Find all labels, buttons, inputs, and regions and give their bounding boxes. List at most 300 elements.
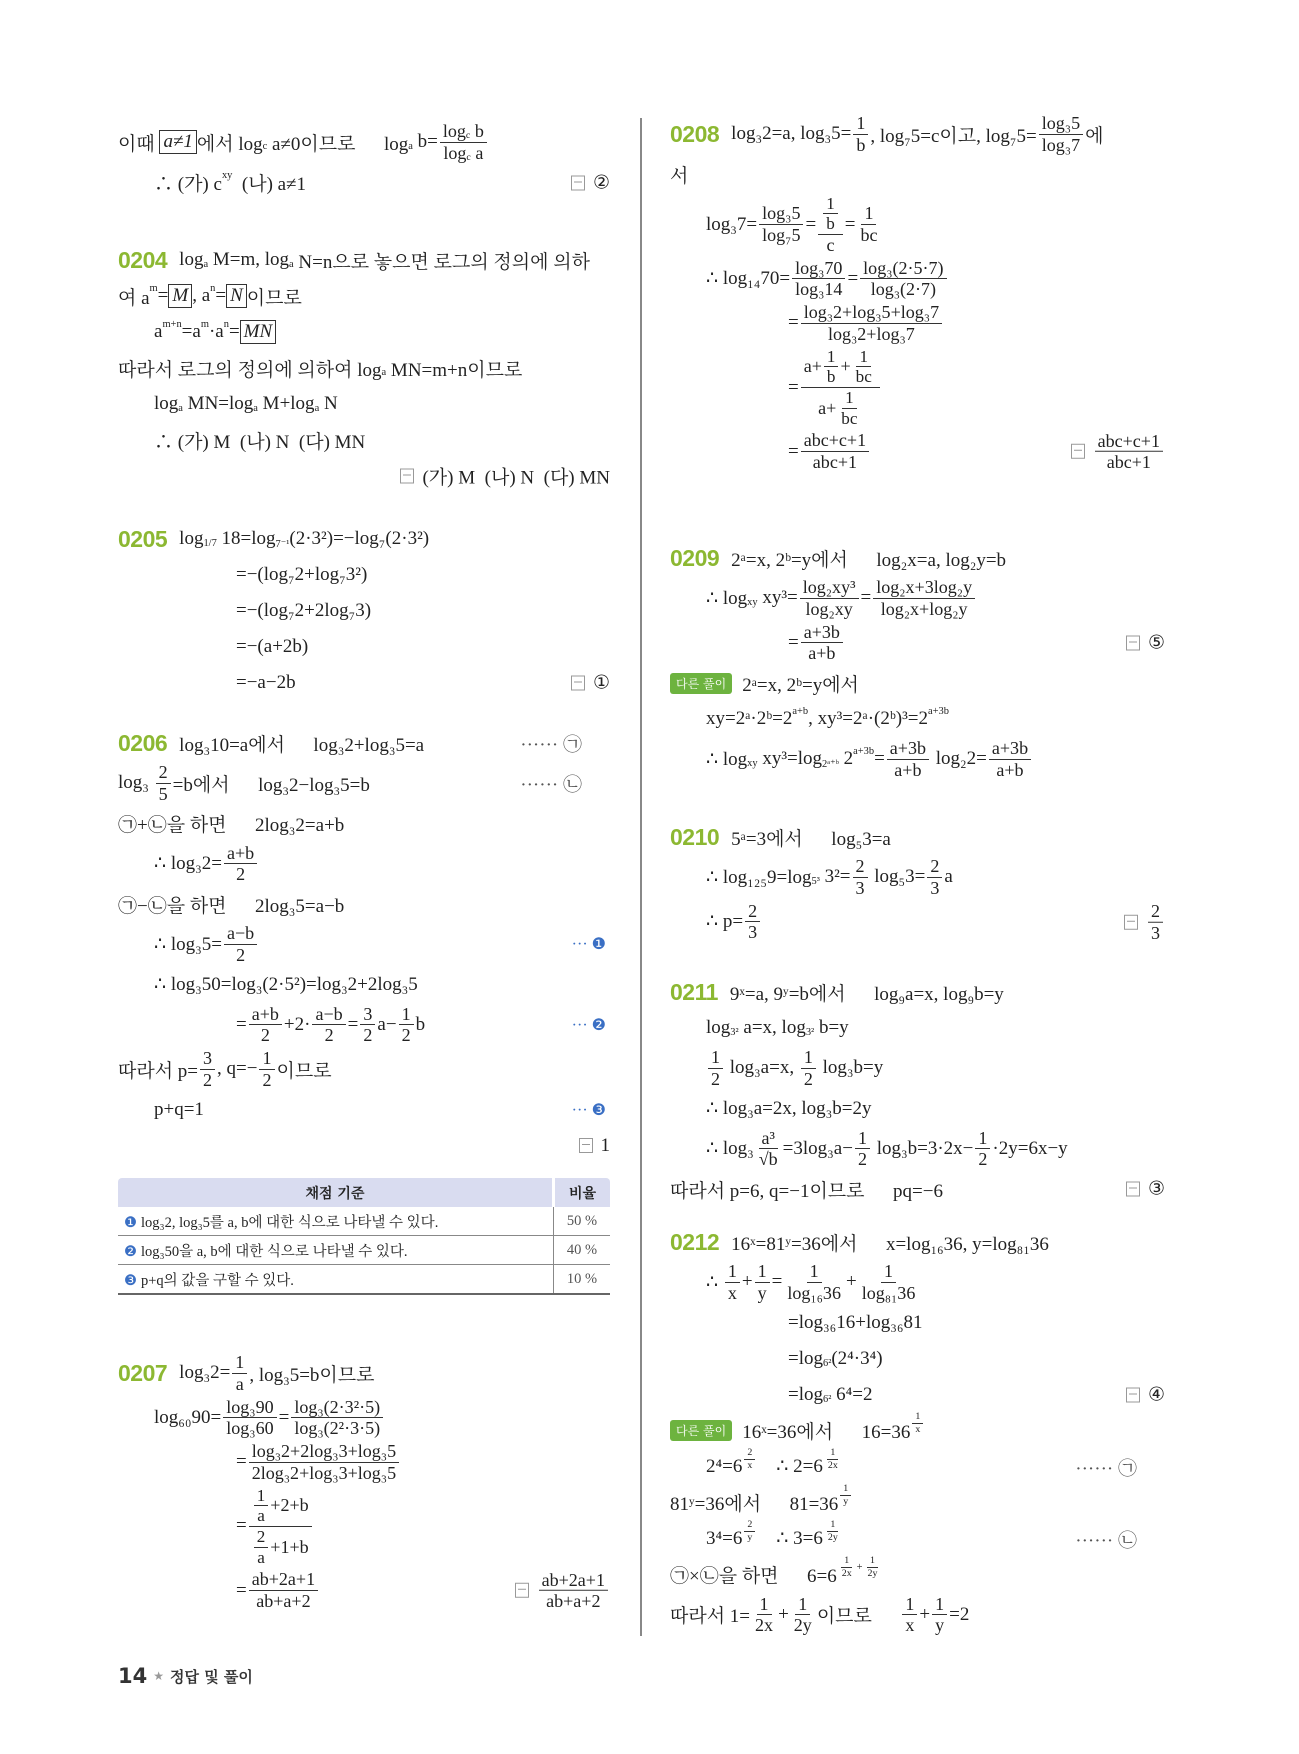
math-text: x (747, 1459, 753, 1471)
denominator (233, 945, 248, 966)
math-text: 에 (1085, 125, 1104, 147)
scoring-step-marker: ··· ❸ (571, 1101, 606, 1119)
math-text: 이므로 (246, 287, 302, 309)
superscript (823, 1447, 843, 1471)
equation-label: ······ ㉡ (1075, 1530, 1137, 1551)
math-text: 1 (845, 388, 854, 408)
fraction (254, 1486, 269, 1526)
math-text: 따라서 1= (670, 1606, 751, 1628)
line-annotation (579, 1135, 611, 1157)
math-text: n (223, 319, 229, 331)
answer-icon (1126, 635, 1140, 650)
solution-line (670, 1521, 1165, 1557)
fraction (927, 856, 942, 899)
math-text: 3⁴=6 (706, 1527, 743, 1549)
final-answer (1148, 631, 1165, 654)
math-text: log₃90 (226, 1396, 274, 1417)
math-text: 81ʸ=36에서 81=36 (670, 1494, 839, 1515)
boxed-answer: a≠1 (159, 130, 196, 154)
denominator (853, 367, 875, 387)
solution-line (670, 346, 1165, 430)
numerator (881, 1261, 896, 1283)
denominator (865, 1568, 881, 1579)
math-text: 1 (727, 1261, 737, 1281)
math-text: 1 (857, 1127, 867, 1148)
denominator (322, 1025, 337, 1046)
math-text: =−a−2b (236, 672, 296, 693)
math-text: ·a (208, 321, 224, 342)
answer-icon (579, 1138, 593, 1153)
math-text: N=n으로 놓으면 로그의 정의에 의하 (293, 251, 590, 273)
numerator (860, 258, 946, 280)
math-text: 2 (748, 900, 758, 921)
fraction (801, 302, 942, 345)
math-text: ∴ (가) M (나) N (다) MN (154, 431, 366, 453)
numerator (399, 1004, 414, 1026)
problem-number: 0209 (670, 544, 720, 571)
math-text: 2 (363, 1025, 373, 1046)
grading-header-ratio: 비율 (554, 1178, 611, 1207)
solution-line (670, 1224, 1165, 1260)
math-text: =−(log₇2+log₇3²) (236, 564, 368, 585)
math-text: log₃14 (795, 279, 843, 300)
problem-0209 (670, 540, 1165, 782)
math-text: y (757, 1282, 767, 1303)
solution-line (670, 112, 1165, 157)
numerator (861, 203, 876, 225)
math-text: 5 (158, 783, 168, 804)
criteria-text: log₃2, log₃5를 a, b에 대한 식으로 나타낼 수 있다. (141, 1214, 439, 1231)
math-text: 2 (236, 864, 246, 885)
math-text: b (856, 134, 866, 155)
math-text: log₆₀90= (154, 1406, 222, 1428)
math-text: ∴ log₃2= (154, 853, 222, 875)
math-text: b= (412, 131, 438, 153)
denominator (756, 1149, 781, 1170)
math-text: abc+c+1 (803, 430, 867, 451)
fraction (254, 1527, 269, 1567)
math-text: log (154, 393, 179, 414)
step-marker: ❶ (124, 1214, 137, 1231)
solution-line (118, 314, 610, 350)
fraction (873, 577, 975, 620)
math-text: p+q=1 (154, 1098, 204, 1120)
subscript (806, 1027, 814, 1038)
numerator (800, 577, 859, 599)
math-text: MN=m+n이므로 (386, 359, 523, 381)
denominator (805, 643, 838, 664)
subscript (203, 259, 208, 270)
math-text: b (470, 121, 484, 141)
math-text: 1 (843, 1483, 849, 1495)
denominator (249, 1463, 399, 1484)
step-marker: ❸ (124, 1272, 137, 1289)
math-text: =a (181, 321, 201, 342)
alternative-solution-badge: 다른 풀이 (670, 673, 732, 694)
math-text: y (935, 1615, 945, 1636)
fraction (824, 347, 839, 387)
solution-line (670, 1413, 1165, 1449)
solution-line (670, 974, 1165, 1010)
math-text: ∴ log (706, 587, 748, 609)
denominator (825, 1460, 841, 1471)
math-text: 1 (826, 193, 835, 213)
line-annotation (1071, 430, 1165, 473)
fraction (975, 1128, 990, 1171)
fraction (232, 1352, 247, 1395)
math-text: 2 (260, 1025, 270, 1046)
math-text: = (847, 267, 859, 289)
math-text: , q=− (217, 1058, 258, 1080)
fraction (249, 1569, 318, 1612)
line-annotation (1075, 1453, 1165, 1480)
final-answer (1093, 430, 1165, 473)
fraction (825, 1519, 841, 1543)
math-text: a (203, 259, 209, 271)
math-text: 2x (841, 1567, 852, 1579)
math-text: 2 (711, 1068, 721, 1089)
fraction (399, 1004, 414, 1047)
math-text: a+3b (991, 738, 1029, 758)
denominator (1039, 135, 1083, 156)
fraction (791, 1594, 815, 1637)
fraction (887, 738, 929, 781)
problem-number: 0208 (670, 120, 720, 147)
subscript (466, 152, 470, 163)
numerator (745, 901, 760, 923)
answer-icon (1126, 1387, 1140, 1402)
math-text: 3 (748, 922, 758, 943)
denominator (891, 760, 924, 781)
math-text: ∴ log₃ (706, 1138, 754, 1160)
math-text: log (706, 1017, 731, 1038)
math-text: xy³= (757, 587, 798, 609)
solution-line (118, 665, 610, 701)
math-text: 3 (855, 877, 865, 898)
subscript (823, 1358, 831, 1369)
subscript (811, 876, 819, 887)
denominator (868, 279, 939, 300)
denominator (840, 1496, 851, 1507)
numerator (440, 121, 487, 143)
math-text: 2⁴=6 (706, 1455, 743, 1477)
problem-number: 0212 (670, 1228, 720, 1255)
numerator (360, 1004, 375, 1026)
fraction (855, 1128, 870, 1171)
math-text: x (727, 1282, 737, 1303)
math-text: 1 (905, 1593, 915, 1614)
math-text: a+b (251, 1003, 279, 1024)
math-text: log₂x+3log₂y (876, 577, 973, 597)
math-text: √b (758, 1149, 778, 1170)
math-text: xy³=log (757, 748, 823, 770)
line-annotation (1124, 901, 1165, 944)
math-text: 2 (838, 748, 854, 770)
numerator (312, 1004, 345, 1026)
solution-line (670, 257, 1165, 302)
math-text: c (826, 234, 835, 255)
grading-header-criteria: 채점 기준 (118, 1178, 554, 1207)
math-text: log₃60 (226, 1418, 274, 1439)
math-text: 1 (870, 1555, 875, 1567)
fraction (840, 1483, 851, 1507)
math-text: 1 (759, 1593, 769, 1614)
math-text: + (856, 1561, 863, 1573)
math-text: a (154, 321, 163, 342)
fraction (725, 1261, 740, 1304)
solution-line (118, 1047, 610, 1092)
fraction (223, 1397, 276, 1440)
numerator (853, 113, 868, 135)
denominator (815, 388, 865, 428)
math-text: b (826, 367, 836, 387)
denominator (254, 1506, 268, 1526)
numerator (795, 1594, 810, 1616)
math-text: a+b (996, 759, 1024, 780)
fraction (800, 577, 859, 620)
numerator (232, 1352, 247, 1374)
math-text: 1 (711, 1047, 721, 1067)
problem-number: 0206 (118, 729, 168, 756)
subscript (315, 403, 320, 414)
criteria-text: log₃50을 a, b에 대한 식으로 나타낼 수 있다. (141, 1243, 408, 1260)
solution-line (670, 819, 1165, 855)
numerator (792, 258, 845, 280)
math-text: =3log₃a− (782, 1137, 853, 1159)
solution-line (118, 725, 610, 761)
answer-icon (1126, 1182, 1140, 1197)
denominator (360, 1025, 375, 1046)
solution-line (118, 278, 610, 314)
fraction (801, 347, 880, 429)
fraction (865, 1555, 881, 1579)
problem-0203-continuation (118, 120, 610, 201)
solution-line (118, 1092, 610, 1128)
fraction (859, 1261, 919, 1304)
math-text: log₇5 (762, 225, 801, 246)
math-text: log₂x+log₂y (880, 598, 968, 619)
math-text: =2 (949, 1603, 970, 1625)
subscript (747, 758, 757, 769)
fraction (224, 843, 257, 886)
math-text: a (235, 1373, 244, 1394)
line-annotation (1126, 1178, 1165, 1201)
math-text: =−(a+2b) (236, 636, 309, 657)
math-text: log₂xy³ (802, 577, 856, 597)
solution-line (670, 855, 1165, 900)
math-text: log₃7= (706, 213, 758, 235)
fraction (792, 258, 845, 301)
denominator (839, 1568, 855, 1579)
subscript (466, 130, 470, 141)
math-text: 2ᵃ⁺ᵇ (822, 758, 839, 770)
math-text: a (470, 142, 484, 163)
math-text: ∴ log₃a=2x, log₃b=2y (706, 1098, 872, 1119)
math-text: 1 (915, 1411, 921, 1423)
problem-number: 0210 (670, 823, 720, 850)
numerator (755, 1261, 770, 1283)
math-text: a (944, 866, 953, 888)
math-text: a (257, 1506, 265, 1526)
solution-line (118, 120, 610, 165)
math-text: log (179, 528, 204, 549)
superscript (222, 170, 232, 181)
solution-line (118, 386, 610, 422)
math-text: (나) a≠1 (232, 174, 307, 195)
numerator (842, 388, 857, 409)
solution-line (118, 521, 610, 557)
final-answer (1148, 1383, 1165, 1406)
numerator (249, 1004, 282, 1026)
math-text: log₃2= (179, 1362, 231, 1384)
denominator (792, 279, 845, 300)
denominator (752, 1615, 776, 1636)
math-text: a+3b (927, 706, 949, 718)
numerator (801, 430, 869, 452)
fraction (801, 1047, 816, 1090)
fraction (1039, 113, 1083, 156)
math-text: 이때 (118, 133, 160, 155)
alternative-solution-badge: 다른 풀이 (670, 1420, 732, 1441)
math-text: 18=log (216, 528, 276, 549)
math-text: a−b (315, 1003, 343, 1024)
problem-0204 (118, 242, 610, 494)
math-text: + (919, 1603, 931, 1625)
math-text: a (408, 141, 413, 153)
math-text: 2 (747, 1519, 753, 1531)
math-text: 1 (830, 1519, 836, 1531)
equation-label: ······ ㉡ (520, 774, 582, 796)
math-text: a³ (761, 1127, 775, 1148)
line-annotation (572, 1015, 610, 1035)
numerator (224, 843, 257, 865)
math-text: a (253, 403, 258, 415)
page-footer (118, 1664, 253, 1688)
math-text: ② (592, 172, 610, 193)
solution-line (118, 1003, 610, 1048)
final-answer (537, 1569, 610, 1612)
solution-line (670, 1046, 1165, 1091)
footer-title: 정답 및 풀이 (170, 1667, 253, 1686)
math-text: 2ᵃ=x, 2ᵇ=y에서 (742, 674, 859, 696)
numerator (867, 1555, 878, 1567)
math-text: 3 (363, 1003, 373, 1024)
denominator (399, 1025, 414, 1046)
equation-label: ······ ㉠ (520, 734, 582, 756)
math-text: log₃5 (762, 203, 801, 224)
denominator (784, 1283, 844, 1304)
math-text: = (860, 587, 872, 609)
math-text: xy (747, 758, 758, 770)
solution-line (118, 1128, 610, 1164)
math-text: = (788, 440, 799, 462)
math-text: 6² (823, 1357, 832, 1369)
denominator (855, 1149, 870, 1170)
math-text: (가) M (나) N (다) MN (422, 467, 610, 489)
math-text: +2· (283, 1013, 311, 1035)
math-text: 1 (826, 346, 836, 366)
fraction (853, 856, 868, 899)
math-text: log₃2+log₃5+log₃7 (803, 302, 940, 323)
math-text: log₃5 (1041, 113, 1081, 133)
math-text: log₈₁36 (861, 1282, 916, 1303)
superscript (742, 1519, 757, 1543)
numerator (200, 1048, 215, 1070)
denominator (975, 1149, 990, 1170)
solution-line (670, 621, 1165, 666)
superscript (853, 746, 874, 757)
solution-line (670, 1449, 1165, 1485)
denominator (543, 1591, 603, 1612)
math-text: y (747, 1531, 753, 1543)
final-answer (1146, 901, 1165, 944)
math-text: +2+b (270, 1495, 309, 1516)
superscript (838, 1483, 853, 1507)
answer-icon (1071, 444, 1085, 459)
math-text: + (778, 1603, 789, 1625)
page-number: 14 (118, 1664, 148, 1688)
numerator (759, 203, 803, 225)
denominator (233, 864, 248, 885)
grading-table (118, 1178, 610, 1295)
denominator (838, 409, 860, 429)
solution-line (670, 665, 1165, 701)
solution-line (670, 737, 1165, 782)
math-text: xy=2ᵃ·2ᵇ=2 (706, 708, 793, 729)
subscript (730, 1027, 738, 1038)
math-text: ∴ log₃5= (154, 933, 222, 955)
fraction (902, 1594, 917, 1637)
math-text: ∴ log (706, 748, 748, 770)
math-text: log₃10=a에서 log₃2+log₃5=a (179, 734, 425, 756)
math-text: MN=log (182, 393, 254, 414)
superscript (910, 1411, 925, 1435)
solution-line (670, 1127, 1165, 1172)
line-annotation (1075, 1525, 1165, 1552)
math-text: 5ᵃ=3에서 log₅3=a (731, 828, 891, 850)
math-text: + (741, 1271, 753, 1293)
denominator (902, 1615, 917, 1636)
answer-icon (1124, 914, 1138, 929)
numerator (801, 622, 843, 644)
math-text: ③ (1147, 1178, 1165, 1200)
numerator (223, 1397, 276, 1419)
denominator (744, 1532, 755, 1543)
solution-line (118, 922, 610, 967)
superscript (742, 1447, 757, 1471)
math-text: 1 (830, 1447, 836, 1459)
math-text: ㉠×㉡을 하면 6=6 (670, 1566, 837, 1587)
math-text: = (236, 1451, 247, 1473)
math-text: , a (192, 285, 211, 306)
superscript (201, 319, 209, 330)
math-text: 2 (236, 944, 246, 965)
math-text: abc+1 (812, 452, 858, 473)
math-text: ab+2a+1 (251, 1569, 316, 1590)
fraction (539, 1569, 608, 1612)
denominator (801, 1069, 816, 1090)
superscript (837, 1555, 883, 1579)
math-text: a (314, 403, 320, 415)
fraction (708, 1047, 723, 1090)
denominator (927, 878, 942, 899)
math-text: 2 (930, 856, 940, 876)
ratio-cell: 40 % (554, 1236, 611, 1265)
math-text: 1 (859, 346, 868, 366)
numerator (539, 1569, 608, 1591)
math-text: ·2y=6x−y (992, 1137, 1068, 1159)
math-text: a+ (803, 356, 822, 377)
